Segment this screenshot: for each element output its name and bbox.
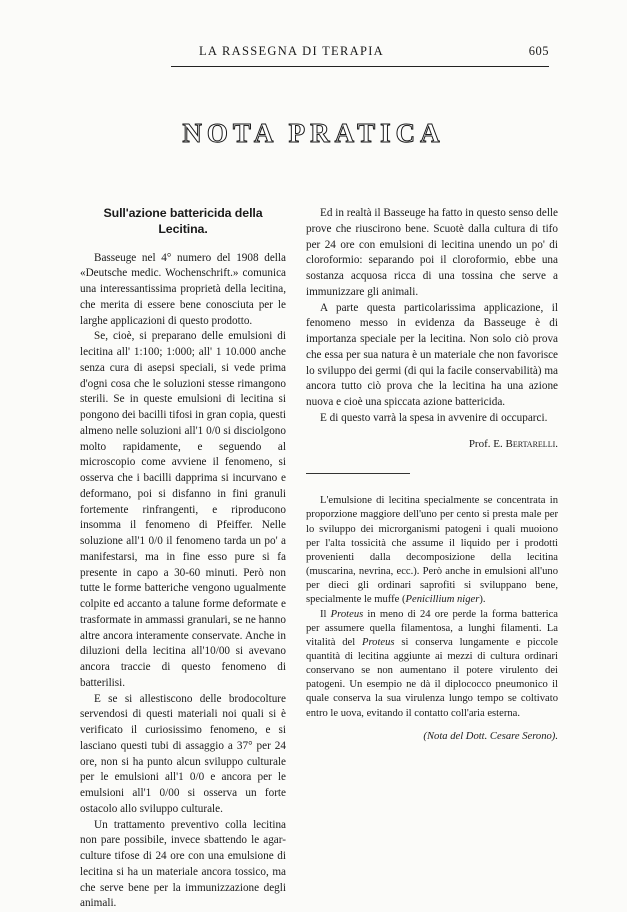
- article-title: Sull'azione battericida della Lecitina.: [80, 206, 286, 238]
- paragraph: Se, cioè, si preparano delle emulsioni di lecitina all' 1:100; 1:000; all' 1 10.000 anche senza cura di asepsi speciali, si vede prima d'ogni cosa che le soluzioni stesse rimangono sterili. Se in queste emulsioni di lecitina si pongono dei bacilli tifosi in gran copia, questi almeno nelle soluzioni all'1 0/0 si disciolgono molto rapidamente, e seguendo al microscopio come avviene il fenomeno, si osserva che i bacilli dapprima si incurvano e deformano, poi si disfanno in fini granuli fortemente rinfrangenti, e riproducono insomma il fenomeno di Pfeiffer. Nelle soluzione all'1 0/0 il fenomeno tarda un po' a manifestarsi, ma in fine esso pure si fa presente in capo a 30-60 minuti. Però non tutte le forme batteriche vengono ugualmente colpite ed accanto a talune forme deformate e trasformate in ammassi granulari, se ne hanno altre ancora interamente conservate. Anche in diluzioni della lecitina all'10/00 si avevano ancora traccie di questo fenomeno di batterilisi.: [80, 329, 286, 691]
- paragraph: A parte questa particolarissima applicazione, il fenomeno messo in evidenza da Basseuge è di importanza speciale per la lecitina. Non solo ciò prova che essa per sua natura è un materiale che non favorisce lo sviluppo dei germi (di qui la facile conservabilità) ma ancora tutto ciò prova che la lecitina ha una azione nuova e cioè una spiccata azione battericida.: [306, 301, 558, 411]
- author-signature: [306, 437, 558, 453]
- divider: [306, 473, 410, 474]
- species-name: Penicillium niger: [406, 594, 480, 605]
- running-title: LA RASSEGNA DI TERAPIA: [199, 44, 384, 59]
- page-number: 605: [529, 44, 549, 59]
- note-source: (Nota del Dott. Cesare Serono).: [306, 730, 558, 744]
- editorial-note: [306, 494, 558, 744]
- paragraph: Ed in realtà il Basseuge ha fatto in questo senso delle prove che riuscirono bene. Scuotè dalla cultura di tifo per 24 ore con emulsioni di lecitina unendo un po' di cloroformio: separando poi il cloroformio, ebbe una sostanza acquosa ricca di una tossina che serve a immunizzare gli animali.: [306, 206, 558, 301]
- header-rule: [171, 66, 549, 67]
- paragraph: E se si allestiscono delle brodocolture servendosi di questi materiali noi quali si è verificato il curiosissimo fenomeno, e si lasciano questi tubi di assaggio a 37° per 24 ore, non si ha punto alcun sviluppo culturale per le emulsioni all'1 0/0 e ancora per le emulsioni all'1 0/00 si osserva un forte ostacolo allo sviluppo culturale.: [80, 692, 286, 818]
- right-column: [306, 206, 558, 744]
- genus-name: Proteus: [362, 637, 395, 648]
- paragraph: E di questo varrà la spesa in avvenire di occuparci.: [306, 411, 558, 427]
- note-paragraph: L'emulsione di lecitina specialmente se concentrata in proporzione maggiore dell'uno per cento si presta male per lo sviluppo dei microrganismi patogeni i quali muoiono per l'alta tossicità che assume il liquido per i prodotti provenienti dalla decomposizione della lecitina (muscarina, nevrina, ecc.). Però anche in emulsioni all'uno per dieci gli ordinari saprofiti si sviluppano bene, specialmente le muffe (Penicillium niger).: [306, 494, 558, 607]
- signature-name: Bertarelli.: [505, 438, 558, 450]
- paragraph: Basseuge nel 4° numero del 1908 della «Deutsche medic. Wochenschrift.» comunica una interessantissima proprietà della lecitina, che merita di essere bene conosciuta per le larghe applicazioni di questo prodotto.: [80, 251, 286, 330]
- section-title: NOTA PRATICA: [0, 118, 627, 149]
- signature-prefix: Prof. E.: [469, 438, 506, 450]
- left-column: [80, 206, 286, 912]
- note-paragraph: Il Proteus in meno di 24 ore perde la forma batterica per assumere quella filamentosa, a lunghi filamenti. La vitalità del Proteus si conserva lungamente e piccole quantità di lecitina aggiunte ai mezzi di cultura ordinari conservano se non aumentano il potere virulento dei patogeni. Un esempio ne dà il diplococco pneumonico il quale conserva la sua virulenza lungo tempo se coltivato entro le uova, evitando il contatto coll'aria esterna.: [306, 608, 558, 721]
- paragraph: Un trattamento preventivo colla lecitina non pare possibile, invece sbattendo le agar-culture tifose di 24 ore con una emulsione di lecitina si ha un materiale ancora tossico, ma che serve bene per la immunizzazione degli animali.: [80, 818, 286, 912]
- genus-name: Proteus: [331, 609, 364, 620]
